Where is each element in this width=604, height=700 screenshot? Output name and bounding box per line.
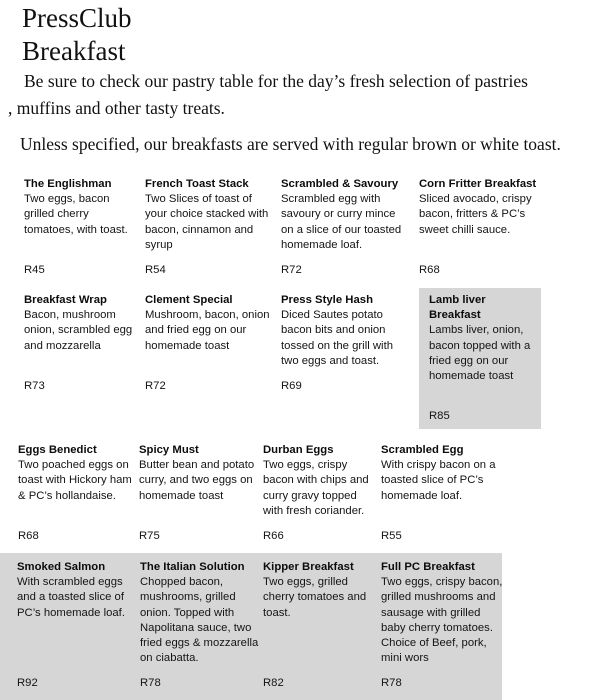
- menu-item[interactable]: [419, 177, 541, 276]
- menu-item-highlighted[interactable]: [429, 293, 539, 422]
- menu-item-price: R78: [140, 677, 161, 689]
- menu-item-name: Full PC Breakfast: [381, 561, 475, 573]
- menu-item-description: With scrambled eggs and a toasted slice of PC’s homemade loaf.: [17, 576, 125, 619]
- menu-item[interactable]: [140, 560, 260, 689]
- menu-item[interactable]: [381, 443, 499, 542]
- menu-item-price: R69: [281, 380, 302, 392]
- menu-item-description: Two eggs, crispy bacon with chips and curry gravy topped with fresh coriander.: [263, 459, 369, 517]
- menu-item-description: Two eggs, grilled cherry tomatoes and toast.: [263, 576, 367, 619]
- menu-item-name: Breakfast Wrap: [24, 294, 107, 306]
- menu-item-description: Bacon, mushroom onion, scrambled egg and mozzarella: [24, 309, 133, 352]
- menu-item-description: Two eggs, crispy bacon, grilled mushrooms and sausage with grilled baby cherry tomatoes. Choice of Beef, pork, mini wors: [381, 576, 503, 665]
- menu-item-price: R75: [139, 530, 160, 542]
- menu-item-price: R73: [24, 380, 45, 392]
- menu-item[interactable]: [145, 293, 273, 392]
- menu-item-description: Diced Sautes potato bacon bits and onion tossed on the grill with two eggs and toast.: [281, 309, 394, 367]
- menu-item[interactable]: [281, 177, 403, 276]
- menu-item-price: R82: [263, 677, 284, 689]
- menu-item-name: Scrambled & Savoury: [281, 178, 399, 190]
- menu-item-price: R68: [419, 264, 440, 276]
- menu-item-description: Two eggs, bacon grilled cherry tomatoes, with toast.: [24, 193, 128, 236]
- menu-item[interactable]: [145, 177, 269, 276]
- menu-item[interactable]: [263, 443, 380, 542]
- menu-item-description: With crispy bacon on a toasted slice of PC’s homemade loaf.: [381, 459, 496, 502]
- menu-item[interactable]: [139, 443, 257, 542]
- menu-item-description: Two poached eggs on toast with Hickory ham & PC’s hollandaise.: [18, 459, 132, 502]
- menu-item[interactable]: [24, 177, 136, 276]
- menu-item[interactable]: [18, 443, 136, 542]
- menu-header: [0, 0, 604, 158]
- menu-item-name: French Toast Stack: [145, 178, 249, 190]
- menu-item-description: Scrambled egg with savoury or curry mince on a slice of our toasted homemade loaf.: [281, 193, 402, 251]
- menu-item-name: The Englishman: [24, 178, 112, 190]
- menu-item-name: Press Style Hash: [281, 294, 374, 306]
- menu-item-price: R55: [381, 530, 402, 542]
- restaurant-name: PressClub: [22, 3, 132, 33]
- menu-item[interactable]: [381, 560, 503, 689]
- menu-item-name: Spicy Must: [139, 444, 199, 456]
- menu-item-name: Eggs Benedict: [18, 444, 97, 456]
- menu-item[interactable]: [281, 293, 406, 392]
- menu-item-name: Corn Fritter Breakfast: [419, 178, 537, 190]
- menu-item-price: R78: [381, 677, 402, 689]
- menu-item-price: R45: [24, 264, 45, 276]
- menu-item-description: Chopped bacon, mushrooms, grilled onion. Topped with Napolitana sauce, two fried eggs & mozzarella on ciabatta.: [140, 576, 259, 665]
- menu-item-description: Mushroom, bacon, onion and fried egg on our homemade toast: [145, 309, 270, 352]
- menu-item-description: Sliced avocado, crispy bacon, fritters & PC’s sweet chilli sauce.: [419, 193, 532, 236]
- menu-item-name: Kipper Breakfast: [263, 561, 354, 573]
- menu-item-price: R68: [18, 530, 39, 542]
- menu-item-name: The Italian Solution: [140, 561, 245, 573]
- menu-item-price: R72: [281, 264, 302, 276]
- menu-item-name: Lamb liver Breakfast: [429, 294, 486, 322]
- menu-item-price: R54: [145, 264, 166, 276]
- menu-item-description: Two Slices of toast of your choice stacked with bacon, cinnamon and syrup: [145, 193, 269, 251]
- menu-item[interactable]: [263, 560, 375, 689]
- menu-item-description: Lambs liver, onion, bacon topped with a fried egg on our homemade toast: [429, 324, 531, 383]
- menu-item-name: Smoked Salmon: [17, 561, 106, 573]
- menu-item-price: R92: [17, 677, 38, 689]
- menu-item-price: R66: [263, 530, 284, 542]
- menu-item-name: Scrambled Egg: [381, 444, 464, 456]
- menu-item-description: Butter bean and potato curry, and two eggs on homemade toast: [139, 459, 255, 502]
- intro-line-1: Be sure to check our pastry table for the day’s fresh selection of pastries: [24, 71, 528, 91]
- intro-line-3: Unless specified, our breakfasts are served with regular brown or white toast.: [20, 134, 561, 154]
- menu-item-price: R72: [145, 380, 166, 392]
- menu-item-name: Clement Special: [145, 294, 233, 306]
- intro-text: [0, 68, 604, 158]
- menu-item[interactable]: [24, 293, 144, 392]
- intro-line-2: , muffins and other tasty treats.: [8, 98, 225, 118]
- menu-item[interactable]: [17, 560, 133, 689]
- menu-item-name: Durban Eggs: [263, 444, 334, 456]
- menu-item-price: R85: [429, 410, 450, 422]
- page-title: Breakfast: [22, 36, 126, 66]
